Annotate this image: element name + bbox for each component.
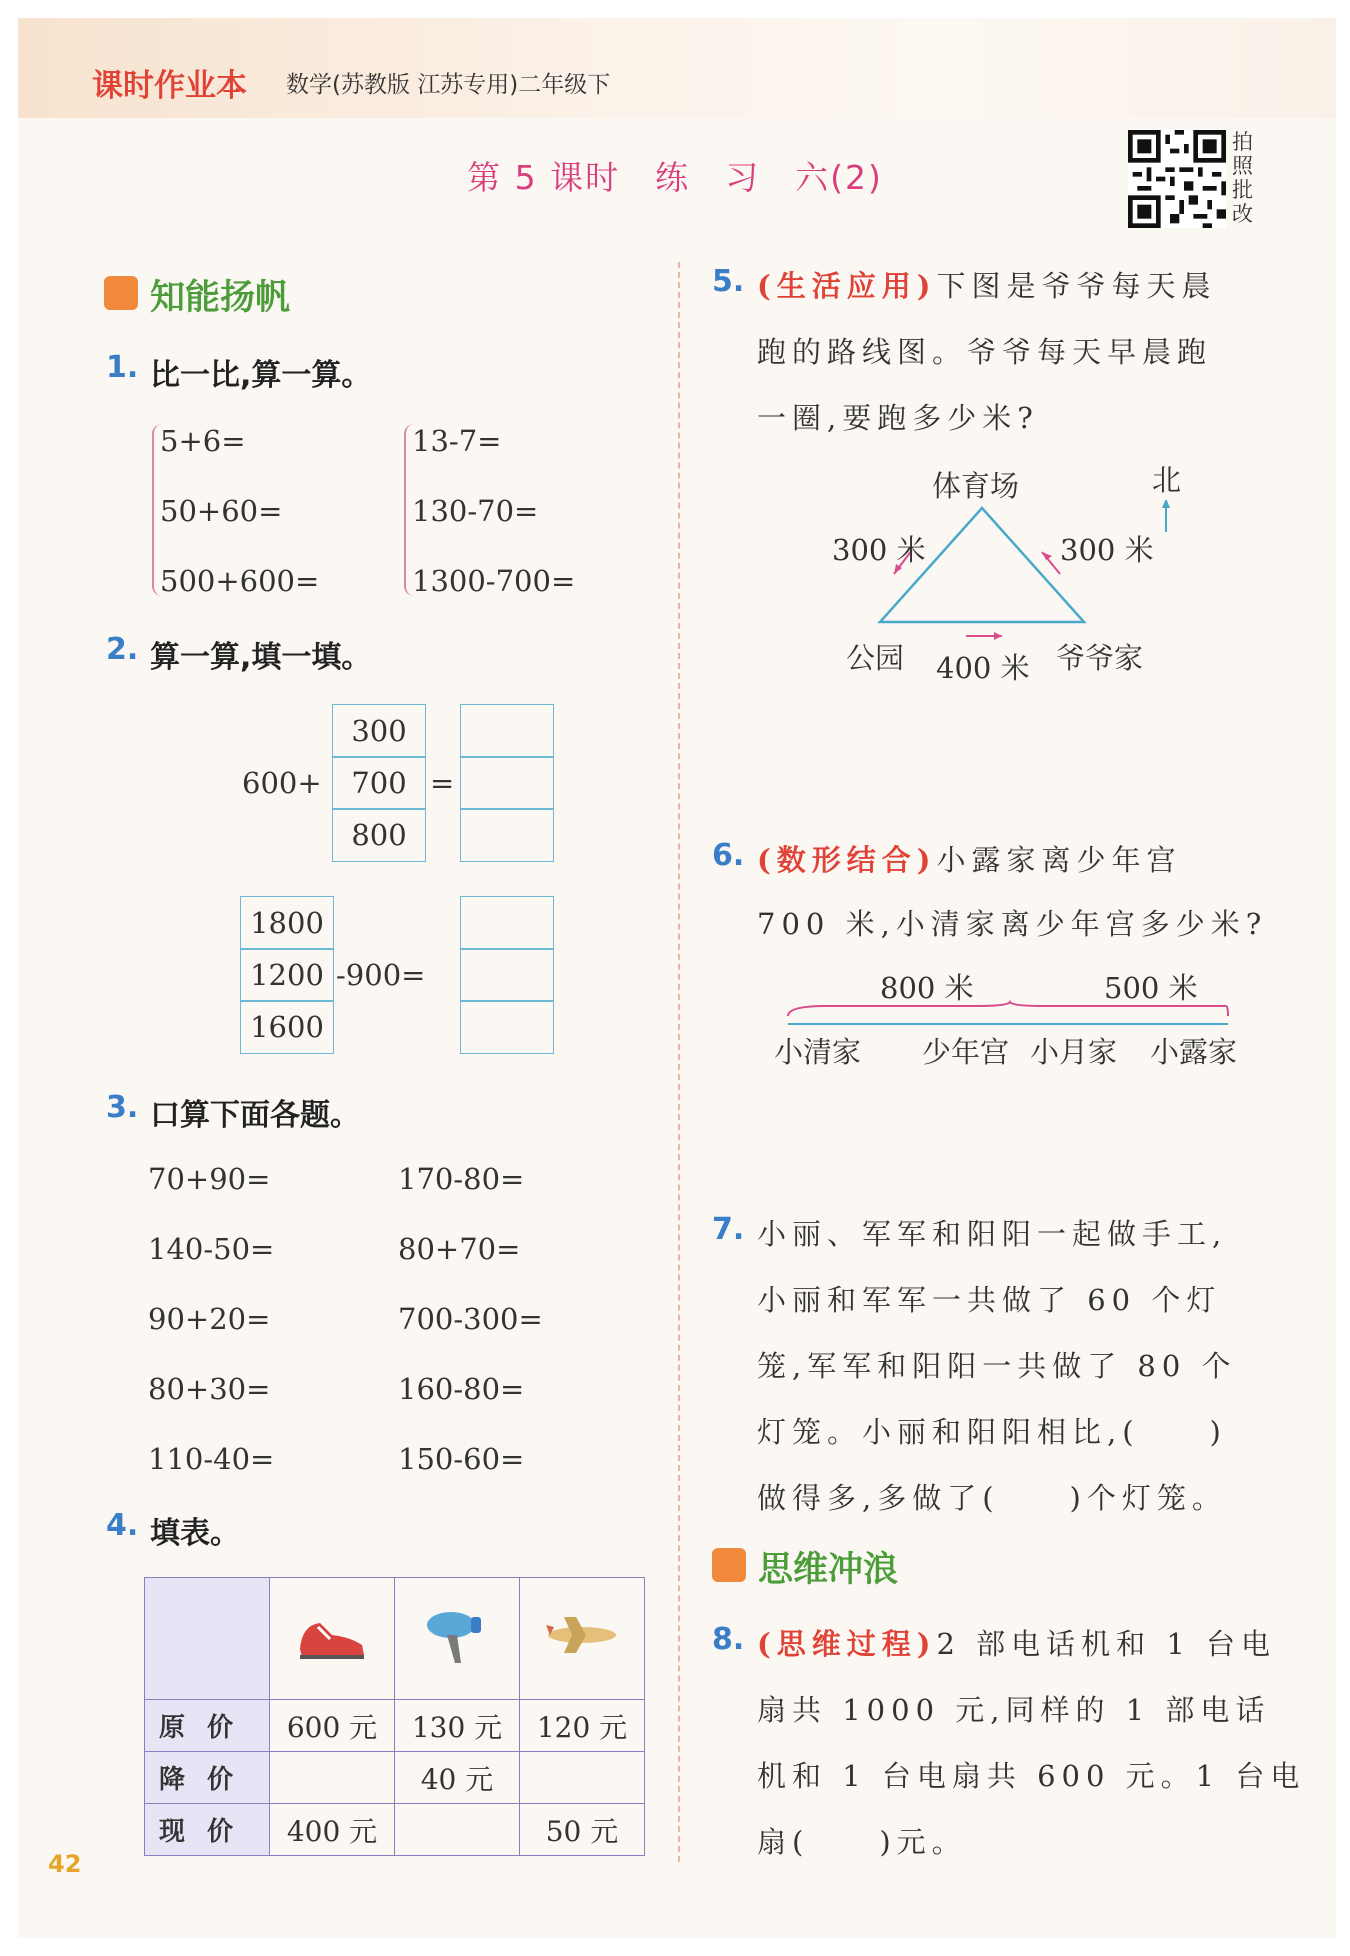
q3-left-item: 90+20= xyxy=(148,1302,271,1336)
q1-left-item: 50+60= xyxy=(160,494,283,528)
place-label: 小露家 xyxy=(1150,1035,1238,1069)
q3-left-item: 80+30= xyxy=(148,1372,271,1406)
q2a-item-box: 800 xyxy=(332,808,426,862)
q3-left-item: 110-40= xyxy=(148,1442,275,1476)
answer-box[interactable] xyxy=(460,808,554,862)
q2b-item-box: 1800 xyxy=(240,896,334,950)
q7-line: 做得多,多做了( )个灯笼。 xyxy=(757,1481,1227,1515)
diagram-seg2-label: 500 米 xyxy=(1104,971,1198,1005)
place-label: 小月家 xyxy=(1030,1035,1118,1069)
answer-box[interactable] xyxy=(460,896,554,950)
map-label-north: 北 xyxy=(1152,463,1182,497)
table-cell: 400 元 xyxy=(270,1804,395,1856)
q5-number: 5. xyxy=(712,264,745,299)
table-cell: 40 元 xyxy=(395,1752,520,1804)
header-book-title: 数学(苏教版 江苏专用)二年级下 xyxy=(286,72,611,98)
shoe-icon xyxy=(270,1578,395,1700)
q1-right-item: 1300-700= xyxy=(412,564,576,598)
q6-tag: (数形结合) xyxy=(757,843,937,877)
q3-right-item: 80+70= xyxy=(398,1232,521,1266)
q2b-item-box: 1200 xyxy=(240,948,334,1002)
q8-line: 扇( )元。 xyxy=(757,1825,967,1859)
diagram-seg1-label: 800 米 xyxy=(880,971,974,1005)
q5-line: (生活应用)下图是爷爷每天晨 xyxy=(757,269,1217,303)
toy-plane-icon xyxy=(520,1578,645,1700)
q2a-prefix: 600+ xyxy=(242,766,322,800)
table-cell-answer[interactable] xyxy=(520,1752,645,1804)
q4-title: 填表。 xyxy=(150,1516,240,1551)
row-label: 原价 xyxy=(145,1700,270,1752)
row-label: 现价 xyxy=(145,1804,270,1856)
q6-line: 700 米,小清家离少年宫多少米? xyxy=(757,907,1268,941)
map-label-left-side: 300 米 xyxy=(832,533,926,567)
q5-line: 跑的路线图。爷爷每天早晨跑 xyxy=(757,335,1213,369)
q7-number: 7. xyxy=(712,1212,745,1247)
row-label: 降价 xyxy=(145,1752,270,1804)
q1-title: 比一比,算一算。 xyxy=(150,358,372,393)
q7-line: 灯笼。小丽和阳阳相比,( ) xyxy=(757,1415,1227,1449)
price-table xyxy=(144,1577,645,1856)
q2-title: 算一算,填一填。 xyxy=(150,640,372,675)
qr-label: 拍照批改 xyxy=(1232,130,1253,226)
q7-line: 小丽和军军一共做了 60 个灯 xyxy=(757,1283,1222,1317)
section-title-1: 知能扬帆 xyxy=(150,278,291,318)
answer-box[interactable] xyxy=(460,756,554,810)
q1-left-item: 500+600= xyxy=(160,564,320,598)
q8-tag: (思维过程) xyxy=(757,1627,937,1661)
q3-right-item: 160-80= xyxy=(398,1372,525,1406)
answer-box[interactable] xyxy=(460,704,554,758)
answer-box[interactable] xyxy=(460,948,554,1002)
map-label-right-side: 300 米 xyxy=(1060,533,1154,567)
map-label-stadium: 体育场 xyxy=(932,469,1020,503)
qr-code-icon[interactable] xyxy=(1128,130,1226,228)
q3-number: 3. xyxy=(106,1090,139,1125)
q8-number: 8. xyxy=(712,1622,745,1657)
q5-line: 一圈,要跑多少米? xyxy=(757,401,1039,435)
q1-right-item: 130-70= xyxy=(412,494,539,528)
table-corner xyxy=(145,1578,270,1700)
map-label-home: 爷爷家 xyxy=(1056,641,1144,675)
place-label: 少年宫 xyxy=(922,1035,1010,1069)
answer-box[interactable] xyxy=(460,1000,554,1054)
hair-dryer-icon xyxy=(395,1578,520,1700)
lesson-title: 第 5 课时 练 习 六(2) xyxy=(467,158,883,197)
q5-tag: (生活应用) xyxy=(757,269,937,303)
sail-icon xyxy=(104,276,138,310)
table-cell: 600 元 xyxy=(270,1700,395,1752)
q6-line: (数形结合)小露家离少年宫 xyxy=(757,843,1182,877)
q1-right-item: 13-7= xyxy=(412,424,502,458)
section-title-2: 思维冲浪 xyxy=(758,1550,899,1590)
q2-number: 2. xyxy=(106,632,139,667)
q2a-equals: = xyxy=(430,766,455,800)
q2a-item-box: 700 xyxy=(332,756,426,810)
q3-right-item: 170-80= xyxy=(398,1162,525,1196)
page-number: 42 xyxy=(48,1850,82,1878)
q8-line: 机和 1 台电扇共 600 元。1 台电 xyxy=(757,1759,1306,1793)
table-cell: 130 元 xyxy=(395,1700,520,1752)
q8-line: (思维过程)2 部电话机和 1 台电 xyxy=(757,1627,1277,1661)
q8-line: 扇共 1000 元,同样的 1 部电话 xyxy=(757,1693,1271,1727)
header-brand: 课时作业本 xyxy=(92,68,247,104)
q3-right-item: 150-60= xyxy=(398,1442,525,1476)
q1-left-item: 5+6= xyxy=(160,424,246,458)
q7-line: 笼,军军和阳阳一共做了 80 个 xyxy=(757,1349,1237,1383)
table-cell: 120 元 xyxy=(520,1700,645,1752)
wave-icon xyxy=(712,1548,746,1582)
column-divider xyxy=(678,262,680,1862)
distance-diagram xyxy=(786,1000,1232,1030)
q2b-item-box: 1600 xyxy=(240,1000,334,1054)
q2a-item-box: 300 xyxy=(332,704,426,758)
map-label-bottom: 400 米 xyxy=(936,651,1030,685)
place-label: 小清家 xyxy=(774,1035,862,1069)
table-cell-answer[interactable] xyxy=(270,1752,395,1804)
table-cell-answer[interactable] xyxy=(395,1804,520,1856)
table-cell: 50 元 xyxy=(520,1804,645,1856)
q4-number: 4. xyxy=(106,1508,139,1543)
map-label-park: 公园 xyxy=(846,641,905,675)
q1-number: 1. xyxy=(106,350,139,385)
q3-title: 口算下面各题。 xyxy=(150,1098,360,1133)
q3-left-item: 70+90= xyxy=(148,1162,271,1196)
q7-line: 小丽、军军和阳阳一起做手工, xyxy=(757,1217,1228,1251)
q3-right-item: 700-300= xyxy=(398,1302,543,1336)
q3-left-item: 140-50= xyxy=(148,1232,275,1266)
q6-number: 6. xyxy=(712,838,745,873)
q2b-suffix: -900= xyxy=(336,958,426,992)
